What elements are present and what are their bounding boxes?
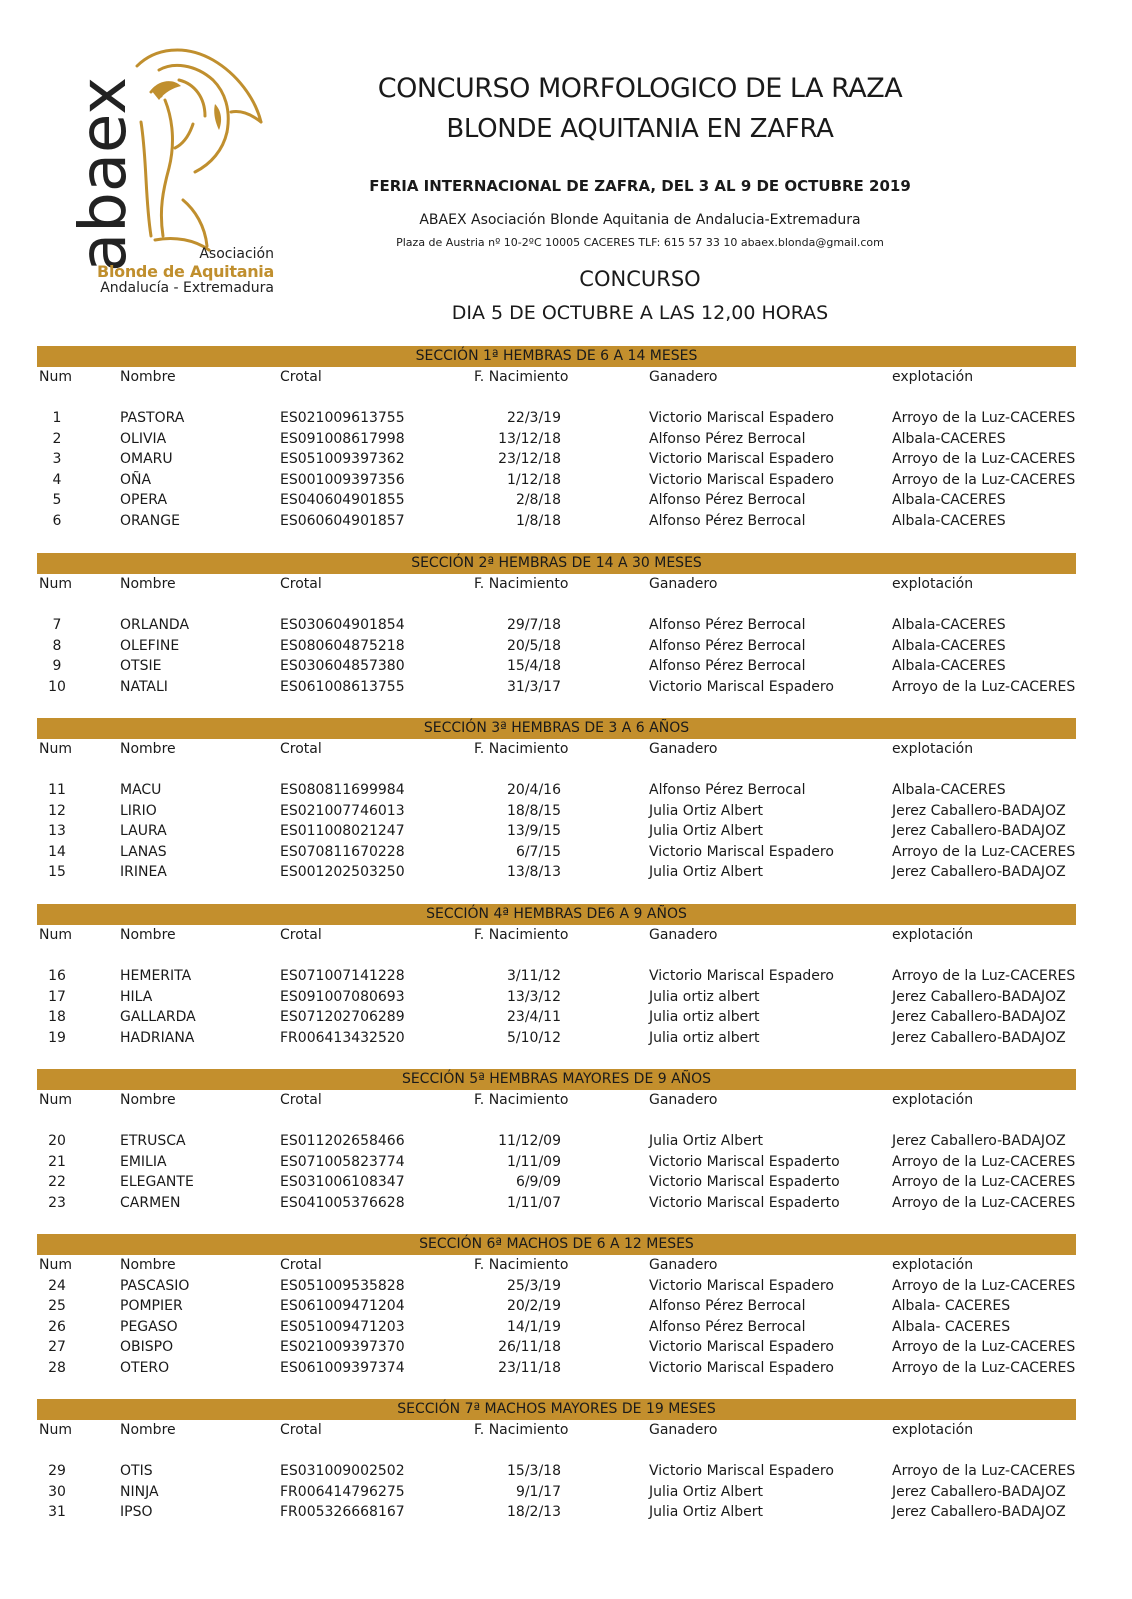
- cell-nacimiento: 26/11/18: [498, 1339, 561, 1355]
- cell-nombre: OPERA: [120, 492, 168, 508]
- cell-nombre: OTERO: [120, 1359, 170, 1376]
- cell-nacimiento: 29/7/18: [507, 617, 561, 633]
- cell-nombre: OLIVIA: [120, 430, 167, 447]
- cell-ganadero: Alfonso Pérez Berrocal: [649, 1318, 806, 1335]
- table-row: [37, 842, 1076, 863]
- column-header-nombre: Nombre: [120, 369, 176, 385]
- cell-nacimiento: 15/4/18: [507, 658, 561, 674]
- cell-nombre: ORLANDA: [120, 617, 190, 633]
- column-header-row: [37, 367, 1076, 388]
- cell-num: 8: [52, 637, 62, 654]
- cell-nacimiento: 20/2/19: [507, 1298, 561, 1314]
- cell-nacimiento: 1/11/07: [507, 1194, 561, 1211]
- cell-explotacion: Albala-CACERES: [892, 658, 1006, 674]
- cell-crotal: FR006414796275: [280, 1483, 405, 1500]
- cell-nombre: OLEFINE: [120, 637, 180, 654]
- cell-num: 31: [48, 1504, 66, 1520]
- cell-nombre: LAURA: [120, 823, 167, 839]
- table-row: [37, 966, 1076, 987]
- logo-region-line: Andalucía - Extremadura: [100, 280, 274, 296]
- table-row: [37, 1007, 1076, 1028]
- cell-ganadero: Julia ortiz albert: [649, 1009, 760, 1025]
- cell-nombre: ELEGANTE: [120, 1174, 194, 1190]
- cell-nombre: OTSIE: [120, 658, 162, 674]
- cell-num: 13: [48, 823, 66, 839]
- spacer: [37, 946, 1076, 967]
- cell-ganadero: Alfonso Pérez Berrocal: [649, 658, 806, 674]
- cell-nacimiento: 23/11/18: [498, 1359, 561, 1376]
- cell-num: 11: [48, 782, 66, 798]
- cell-ganadero: Julia Ortiz Albert: [649, 823, 763, 839]
- cell-nacimiento: 13/9/15: [507, 823, 561, 839]
- cell-nacimiento: 13/8/13: [507, 864, 561, 880]
- column-header-nombre: Nombre: [120, 1257, 176, 1273]
- column-header-explotacion: explotación: [892, 741, 974, 757]
- cell-ganadero: Alfonso Pérez Berrocal: [649, 637, 806, 654]
- column-header-row: [37, 1255, 1076, 1276]
- logo-breed-line: Blonde de Aquitania: [97, 262, 274, 281]
- spacer: [37, 595, 1076, 616]
- column-header-explotacion: explotación: [892, 576, 974, 592]
- column-header-ganadero: Ganadero: [649, 927, 718, 943]
- cell-crotal: ES071202706289: [280, 1009, 405, 1025]
- cell-explotacion: Jerez Caballero-BADAJOZ: [892, 1504, 1066, 1520]
- column-header-explotacion: explotación: [892, 369, 974, 385]
- cell-explotacion: Jerez Caballero-BADAJOZ: [892, 1029, 1066, 1046]
- cell-num: 26: [48, 1318, 66, 1335]
- table-row: [37, 636, 1076, 657]
- cell-nombre: GALLARDA: [120, 1009, 196, 1025]
- cell-crotal: ES011008021247: [280, 823, 405, 839]
- cell-num: 7: [52, 617, 62, 633]
- cell-crotal: ES030604901854: [280, 617, 405, 633]
- cell-ganadero: Julia Ortiz Albert: [649, 1483, 763, 1500]
- spacer: [37, 1441, 1076, 1462]
- section-title-bar: SECCIÓN 2ª HEMBRAS DE 14 A 30 MESES: [37, 553, 1076, 574]
- cell-explotacion: Jerez Caballero-BADAJOZ: [892, 1483, 1066, 1500]
- cell-explotacion: Arroyo de la Luz-CACERES: [892, 1359, 1076, 1376]
- cell-nombre: NINJA: [120, 1483, 159, 1500]
- section-title-bar: SECCIÓN 7ª MACHOS MAYORES DE 19 MESES: [37, 1399, 1076, 1420]
- table-row: [37, 1172, 1076, 1193]
- cell-crotal: ES021009613755: [280, 410, 405, 426]
- section-table: [37, 1399, 1076, 1523]
- table-row: [37, 1482, 1076, 1503]
- column-header-nombre: Nombre: [120, 1422, 176, 1438]
- cell-nombre: LIRIO: [120, 802, 157, 819]
- table-row: [37, 1317, 1076, 1338]
- column-header-row: [37, 925, 1076, 946]
- table-row: [37, 1193, 1076, 1214]
- cell-num: 19: [48, 1029, 66, 1046]
- cell-num: 21: [48, 1153, 66, 1170]
- column-header-num: Num: [39, 741, 72, 757]
- cell-crotal: ES061008613755: [280, 678, 405, 695]
- table-row: [37, 821, 1076, 842]
- column-header-crotal: Crotal: [280, 927, 322, 943]
- cell-nombre: OMARU: [120, 451, 173, 467]
- cell-crotal: ES051009397362: [280, 451, 405, 467]
- cell-ganadero: Alfonso Pérez Berrocal: [649, 512, 806, 529]
- cell-ganadero: Julia ortiz albert: [649, 1029, 760, 1046]
- cell-explotacion: Albala-CACERES: [892, 782, 1006, 798]
- table-row: [37, 449, 1076, 470]
- cell-ganadero: Victorio Mariscal Espadero: [649, 471, 834, 488]
- cell-explotacion: Arroyo de la Luz-CACERES: [892, 1194, 1076, 1211]
- section-title-bar: SECCIÓN 1ª HEMBRAS DE 6 A 14 MESES: [37, 346, 1076, 367]
- cell-nombre: HEMERITA: [120, 968, 192, 984]
- cell-crotal: FR005326668167: [280, 1504, 405, 1520]
- column-header-ganadero: Ganadero: [649, 369, 718, 385]
- cell-nombre: HADRIANA: [120, 1029, 195, 1046]
- table-row: [37, 615, 1076, 636]
- cell-nombre: CARMEN: [120, 1194, 181, 1211]
- section-title-bar: SECCIÓN 4ª HEMBRAS DE6 A 9 AÑOS: [37, 904, 1076, 925]
- association-line: ABAEX Asociación Blonde Aquitania de Andalucia-Extremadura: [419, 212, 861, 228]
- column-header-crotal: Crotal: [280, 1257, 322, 1273]
- cell-nombre: PASCASIO: [120, 1277, 190, 1294]
- table-row: [37, 1296, 1076, 1317]
- cell-nacimiento: 15/3/18: [507, 1463, 561, 1479]
- cell-num: 27: [48, 1339, 66, 1355]
- table-row: [37, 987, 1076, 1008]
- section-table: [37, 553, 1076, 697]
- table-row: [37, 1276, 1076, 1297]
- table-row: [37, 511, 1076, 532]
- column-header-nombre: Nombre: [120, 741, 176, 757]
- cell-explotacion: Albala-CACERES: [892, 512, 1006, 529]
- section-title-bar: SECCIÓN 5ª HEMBRAS MAYORES DE 9 AÑOS: [37, 1069, 1076, 1090]
- cell-num: 29: [48, 1463, 66, 1479]
- cell-nombre: ORANGE: [120, 512, 180, 529]
- cell-explotacion: Jerez Caballero-BADAJOZ: [892, 802, 1066, 819]
- cell-explotacion: Jerez Caballero-BADAJOZ: [892, 1133, 1066, 1149]
- cell-ganadero: Victorio Mariscal Espadero: [649, 410, 834, 426]
- section-table: [37, 346, 1076, 531]
- cell-explotacion: Jerez Caballero-BADAJOZ: [892, 864, 1066, 880]
- column-header-nacimiento: F. Nacimiento: [474, 741, 569, 757]
- cell-num: 12: [48, 802, 66, 819]
- cell-crotal: ES001202503250: [280, 864, 405, 880]
- column-header-ganadero: Ganadero: [649, 1422, 718, 1438]
- cell-nombre: EMILIA: [120, 1153, 167, 1170]
- column-header-explotacion: explotación: [892, 1092, 974, 1108]
- cell-ganadero: Julia Ortiz Albert: [649, 1133, 763, 1149]
- cell-nacimiento: 13/12/18: [498, 430, 561, 447]
- cell-nacimiento: 6/7/15: [515, 843, 561, 860]
- cell-nombre: NATALI: [120, 678, 168, 695]
- cell-nombre: PASTORA: [120, 410, 185, 426]
- cell-crotal: ES071007141228: [280, 968, 405, 984]
- column-header-nombre: Nombre: [120, 927, 176, 943]
- cell-nombre: OBISPO: [120, 1339, 174, 1355]
- column-header-crotal: Crotal: [280, 1422, 322, 1438]
- table-row: [37, 677, 1076, 698]
- cell-crotal: ES071005823774: [280, 1153, 405, 1170]
- cell-nacimiento: 1/12/18: [507, 471, 561, 488]
- cell-ganadero: Victorio Mariscal Espadero: [649, 843, 834, 860]
- section-title-bar: SECCIÓN 3ª HEMBRAS DE 3 A 6 AÑOS: [37, 718, 1076, 739]
- cell-nacimiento: 31/3/17: [507, 678, 561, 695]
- column-header-row: [37, 739, 1076, 760]
- cell-num: 17: [48, 988, 66, 1005]
- column-header-nombre: Nombre: [120, 576, 176, 592]
- cell-explotacion: Albala-CACERES: [892, 617, 1006, 633]
- cell-num: 25: [48, 1298, 66, 1314]
- cell-crotal: ES091008617998: [280, 430, 405, 447]
- cell-crotal: ES021007746013: [280, 802, 405, 819]
- column-header-nacimiento: F. Nacimiento: [474, 1257, 569, 1273]
- cell-nombre: HILA: [120, 988, 153, 1005]
- column-header-num: Num: [39, 927, 72, 943]
- table-row: [37, 429, 1076, 450]
- cell-num: 4: [52, 471, 62, 488]
- cell-ganadero: Alfonso Pérez Berrocal: [649, 1298, 806, 1314]
- column-header-row: [37, 574, 1076, 595]
- cell-nombre: LANAS: [120, 843, 167, 860]
- cell-nombre: POMPIER: [120, 1298, 183, 1314]
- section-table: [37, 1069, 1076, 1213]
- cell-explotacion: Arroyo de la Luz-CACERES: [892, 471, 1076, 488]
- cell-num: 30: [48, 1483, 66, 1500]
- cell-num: 15: [48, 864, 66, 880]
- cell-nacimiento: 11/12/09: [498, 1133, 561, 1149]
- cell-crotal: ES041005376628: [280, 1194, 405, 1211]
- cell-num: 9: [52, 658, 62, 674]
- cell-crotal: ES001009397356: [280, 471, 405, 488]
- cell-nacimiento: 9/1/17: [515, 1483, 561, 1500]
- table-row: [37, 1337, 1076, 1358]
- cell-explotacion: Albala- CACERES: [892, 1318, 1011, 1335]
- spacer: [37, 388, 1076, 409]
- cell-num: 20: [48, 1133, 66, 1149]
- cell-ganadero: Victorio Mariscal Espadero: [649, 1463, 834, 1479]
- cell-crotal: ES021009397370: [280, 1339, 405, 1355]
- cell-ganadero: Victorio Mariscal Espadero: [649, 451, 834, 467]
- table-row: [37, 862, 1076, 883]
- cell-explotacion: Albala-CACERES: [892, 492, 1006, 508]
- column-header-explotacion: explotación: [892, 1422, 974, 1438]
- cell-num: 22: [48, 1174, 66, 1190]
- column-header-num: Num: [39, 369, 72, 385]
- cell-ganadero: Victorio Mariscal Espadero: [649, 678, 834, 695]
- cell-nombre: IRINEA: [120, 864, 167, 880]
- cell-nombre: OÑA: [120, 471, 152, 488]
- column-header-ganadero: Ganadero: [649, 576, 718, 592]
- cell-nacimiento: 20/4/16: [507, 782, 561, 798]
- cell-nacimiento: 22/3/19: [507, 410, 561, 426]
- cell-explotacion: Albala-CACERES: [892, 430, 1006, 447]
- cell-num: 24: [48, 1277, 66, 1294]
- cell-crotal: ES060604901857: [280, 512, 405, 529]
- cell-explotacion: Arroyo de la Luz-CACERES: [892, 1174, 1076, 1190]
- cell-explotacion: Arroyo de la Luz-CACERES: [892, 410, 1076, 426]
- cell-ganadero: Julia Ortiz Albert: [649, 864, 763, 880]
- cell-num: 23: [48, 1194, 66, 1211]
- cell-nombre: ETRUSCA: [120, 1133, 186, 1149]
- cell-nacimiento: 5/10/12: [507, 1029, 561, 1046]
- cell-crotal: ES051009471203: [280, 1318, 405, 1335]
- contact-address: Plaza de Austria nº 10-2ºC 10005 CACERES TLF: 615 57 33 10 abaex.blonda@gmail.com: [396, 236, 884, 249]
- cell-nacimiento: 18/2/13: [507, 1504, 561, 1520]
- table-row: [37, 801, 1076, 822]
- cell-ganadero: Victorio Mariscal Espaderto: [649, 1153, 840, 1170]
- cell-nacimiento: 2/8/18: [515, 492, 561, 508]
- cell-explotacion: Arroyo de la Luz-CACERES: [892, 451, 1076, 467]
- cell-crotal: ES080604875218: [280, 637, 405, 654]
- table-row: [37, 1028, 1076, 1049]
- column-header-row: [37, 1420, 1076, 1441]
- cell-ganadero: Julia Ortiz Albert: [649, 802, 763, 819]
- column-header-row: [37, 1090, 1076, 1111]
- cell-num: 2: [52, 430, 62, 447]
- cell-crotal: ES080811699984: [280, 782, 405, 798]
- cell-num: 5: [52, 492, 62, 508]
- cell-nacimiento: 14/1/19: [507, 1318, 561, 1335]
- abaex-wordmark: abaex: [67, 76, 141, 272]
- cell-num: 18: [48, 1009, 66, 1025]
- cell-nacimiento: 23/12/18: [498, 451, 561, 467]
- column-header-num: Num: [39, 1422, 72, 1438]
- table-row: [37, 1502, 1076, 1523]
- column-header-crotal: Crotal: [280, 741, 322, 757]
- section-title-bar: SECCIÓN 6ª MACHOS DE 6 A 12 MESES: [37, 1234, 1076, 1255]
- cell-nacimiento: 1/8/18: [515, 512, 561, 529]
- page-title-line2: BLONDE AQUITANIA EN ZAFRA: [446, 114, 834, 144]
- cell-explotacion: Albala- CACERES: [892, 1298, 1011, 1314]
- cell-num: 16: [48, 968, 66, 984]
- cell-num: 28: [48, 1359, 66, 1376]
- cell-ganadero: Victorio Mariscal Espaderto: [649, 1194, 840, 1211]
- spacer: [37, 760, 1076, 781]
- spacer: [37, 1111, 1076, 1132]
- column-header-nacimiento: F. Nacimiento: [474, 576, 569, 592]
- cell-nacimiento: 13/3/12: [507, 988, 561, 1005]
- column-header-explotacion: explotación: [892, 927, 974, 943]
- section-table: [37, 904, 1076, 1048]
- cell-explotacion: Arroyo de la Luz-CACERES: [892, 1463, 1076, 1479]
- cell-crotal: ES030604857380: [280, 658, 405, 674]
- cell-crotal: ES070811670228: [280, 843, 405, 860]
- cell-ganadero: Victorio Mariscal Espadero: [649, 968, 834, 984]
- cell-nacimiento: 25/3/19: [507, 1277, 561, 1294]
- column-header-ganadero: Ganadero: [649, 1257, 718, 1273]
- table-row: [37, 470, 1076, 491]
- cell-ganadero: Alfonso Pérez Berrocal: [649, 430, 806, 447]
- cell-explotacion: Jerez Caballero-BADAJOZ: [892, 1009, 1066, 1025]
- table-row: [37, 780, 1076, 801]
- table-row: [37, 1152, 1076, 1173]
- column-header-crotal: Crotal: [280, 576, 322, 592]
- column-header-nacimiento: F. Nacimiento: [474, 369, 569, 385]
- column-header-nombre: Nombre: [120, 1092, 176, 1108]
- page-title-line1: CONCURSO MORFOLOGICO DE LA RAZA: [377, 73, 903, 104]
- cell-nacimiento: 1/11/09: [507, 1153, 561, 1170]
- cell-ganadero: Alfonso Pérez Berrocal: [649, 782, 806, 798]
- cell-explotacion: Albala-CACERES: [892, 637, 1006, 654]
- cell-crotal: FR006413432520: [280, 1029, 405, 1046]
- cell-nombre: MACU: [120, 782, 162, 798]
- cell-explotacion: Arroyo de la Luz-CACERES: [892, 1339, 1076, 1355]
- cell-num: 3: [52, 451, 62, 467]
- cell-explotacion: Arroyo de la Luz-CACERES: [892, 843, 1076, 860]
- cell-ganadero: Julia Ortiz Albert: [649, 1504, 763, 1520]
- table-row: [37, 1131, 1076, 1152]
- table-row: [37, 408, 1076, 429]
- cell-explotacion: Arroyo de la Luz-CACERES: [892, 968, 1076, 984]
- cell-explotacion: Jerez Caballero-BADAJOZ: [892, 988, 1066, 1005]
- column-header-ganadero: Ganadero: [649, 741, 718, 757]
- logo-association-line: Asociación: [199, 246, 274, 262]
- cell-nombre: OTIS: [120, 1463, 153, 1479]
- column-header-num: Num: [39, 1092, 72, 1108]
- cell-crotal: ES061009397374: [280, 1359, 405, 1376]
- column-header-explotacion: explotación: [892, 1257, 974, 1273]
- cell-crotal: ES011202658466: [280, 1133, 405, 1149]
- cell-ganadero: Victorio Mariscal Espadero: [649, 1277, 834, 1294]
- cell-crotal: ES091007080693: [280, 988, 405, 1005]
- column-header-num: Num: [39, 576, 72, 592]
- cell-ganadero: Julia ortiz albert: [649, 988, 760, 1005]
- column-header-nacimiento: F. Nacimiento: [474, 1422, 569, 1438]
- cell-crotal: ES051009535828: [280, 1277, 405, 1294]
- cell-nacimiento: 6/9/09: [515, 1174, 561, 1190]
- cell-ganadero: Victorio Mariscal Espaderto: [649, 1174, 840, 1190]
- cell-explotacion: Arroyo de la Luz-CACERES: [892, 1277, 1076, 1294]
- cell-num: 10: [48, 678, 66, 695]
- cell-nacimiento: 3/11/12: [507, 968, 561, 984]
- cell-explotacion: Jerez Caballero-BADAJOZ: [892, 823, 1066, 839]
- table-row: [37, 1358, 1076, 1379]
- table-row: [37, 1461, 1076, 1482]
- cell-explotacion: Arroyo de la Luz-CACERES: [892, 678, 1076, 695]
- column-header-crotal: Crotal: [280, 369, 322, 385]
- table-row: [37, 656, 1076, 677]
- table-row: [37, 490, 1076, 511]
- cell-nacimiento: 18/8/15: [507, 802, 561, 819]
- feria-subtitle: FERIA INTERNACIONAL DE ZAFRA, DEL 3 AL 9 DE OCTUBRE 2019: [369, 177, 911, 195]
- section-table: [37, 1234, 1076, 1378]
- cell-ganadero: Victorio Mariscal Espadero: [649, 1339, 834, 1355]
- column-header-nacimiento: F. Nacimiento: [474, 1092, 569, 1108]
- cell-ganadero: Victorio Mariscal Espadero: [649, 1359, 834, 1376]
- event-heading: CONCURSO: [579, 267, 701, 291]
- cell-num: 1: [52, 410, 62, 426]
- cell-explotacion: Arroyo de la Luz-CACERES: [892, 1153, 1076, 1170]
- cell-crotal: ES031006108347: [280, 1174, 405, 1190]
- cell-num: 14: [48, 843, 66, 860]
- cell-nombre: IPSO: [120, 1504, 153, 1520]
- column-header-nacimiento: F. Nacimiento: [474, 927, 569, 943]
- cell-nombre: PEGASO: [120, 1318, 178, 1335]
- section-table: [37, 718, 1076, 883]
- cell-crotal: ES040604901855: [280, 492, 405, 508]
- column-header-crotal: Crotal: [280, 1092, 322, 1108]
- column-header-num: Num: [39, 1257, 72, 1273]
- cell-num: 6: [52, 512, 62, 529]
- cell-nacimiento: 23/4/11: [507, 1009, 561, 1025]
- cell-ganadero: Alfonso Pérez Berrocal: [649, 492, 806, 508]
- column-header-ganadero: Ganadero: [649, 1092, 718, 1108]
- cell-crotal: ES061009471204: [280, 1298, 405, 1314]
- cell-crotal: ES031009002502: [280, 1463, 405, 1479]
- event-date-time: DIA 5 DE OCTUBRE A LAS 12,00 HORAS: [451, 302, 829, 324]
- cell-ganadero: Alfonso Pérez Berrocal: [649, 617, 806, 633]
- cell-nacimiento: 20/5/18: [507, 637, 561, 654]
